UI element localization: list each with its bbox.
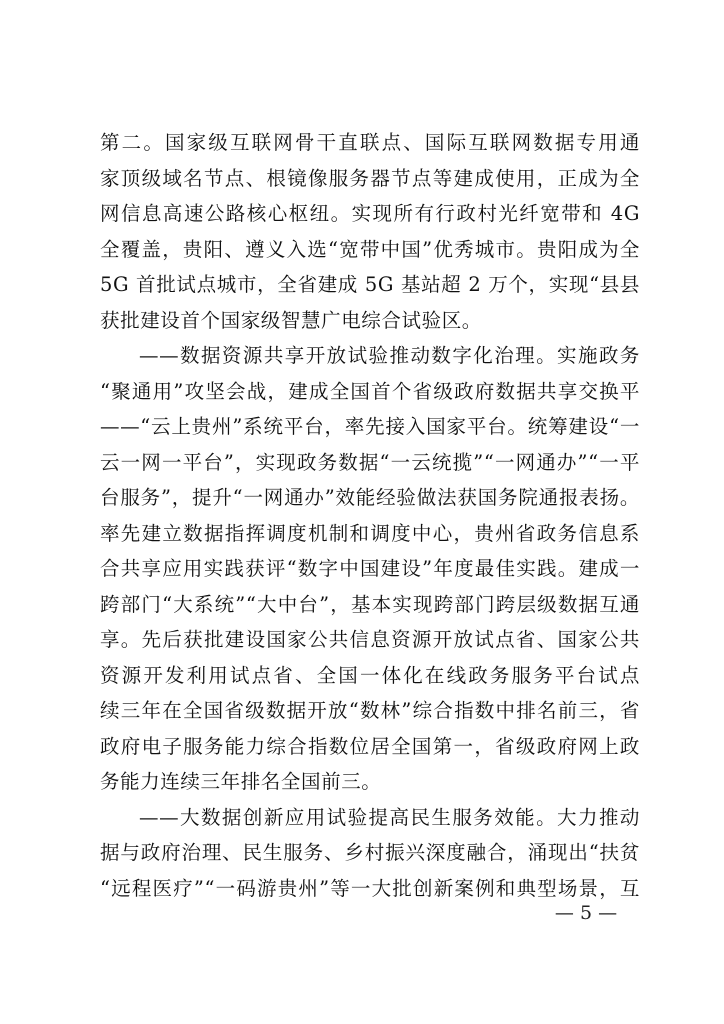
text-line: 台服务”，提升“一网通办”效能经验做法获国务院通报表扬。 [100, 486, 640, 509]
text-line: “远程医疗”“一码游贵州”等一大批创新案例和典型场景，互 [100, 876, 640, 900]
body-text [100, 125, 640, 906]
text-line: 务能力连续三年排名全国前三。 [100, 770, 382, 793]
text-line: 据与政府治理、民生服务、乡村振兴深度融合，涌现出“扶贫 [100, 841, 640, 864]
text-line: 率先建立数据指挥调度机制和调度中心，贵州省政务信息系 [100, 521, 640, 545]
section-heading-line: ——大数据创新应用试验提高民生服务效能。大力推动 [139, 805, 640, 829]
text-line: “聚通用”攻坚会战，建成全国首个省级政府数据共享交换平 [100, 379, 640, 403]
text-line: 家顶级域名节点、根镜像服务器节点等建成使用，正成为全 [100, 166, 640, 190]
text-line: ——“云上贵州”系统平台，率先接入国家平台。统筹建设“一 [100, 415, 640, 438]
text-line: 合共享应用实践获评“数字中国建设”年度最佳实践。建成一 [100, 557, 640, 580]
page-number: — 5 — [554, 902, 618, 924]
text-line: 续三年在全国省级数据开放“数林”综合指数中排名前三，省 [100, 699, 640, 722]
section-heading-line: ——数据资源共享开放试验推动数字化治理。实施政务 [139, 344, 640, 367]
text-line: 5G 首批试点城市，全省建成 5G 基站超 2 万个，实现“县县 [100, 273, 640, 296]
text-line: 跨部门“大系统”“大中台”，基本实现跨部门跨层级数据互通 [100, 592, 640, 616]
text-line: 云一网一平台”，实现政务数据“一云统揽”“一网通办”“一平 [100, 450, 640, 474]
text-line: 享。先后获批建设国家公共信息资源开放试点省、国家公共 [100, 628, 640, 651]
text-line: 资源开发利用试点省、全国一体化在线政务服务平台试点 [100, 663, 640, 687]
text-line: 第二。国家级互联网骨干直联点、国际互联网数据专用通 [100, 131, 640, 154]
text-line: 政府电子服务能力综合指数位居全国第一，省级政府网上政 [100, 734, 640, 758]
text-line: 网信息高速公路核心枢纽。实现所有行政村光纤宽带和 4G [100, 202, 640, 225]
text-line: 获批建设首个国家级智慧广电综合试验区。 [100, 308, 482, 332]
text-line: 全覆盖，贵阳、遵义入选“宽带中国”优秀城市。贵阳成为全 [100, 237, 640, 261]
